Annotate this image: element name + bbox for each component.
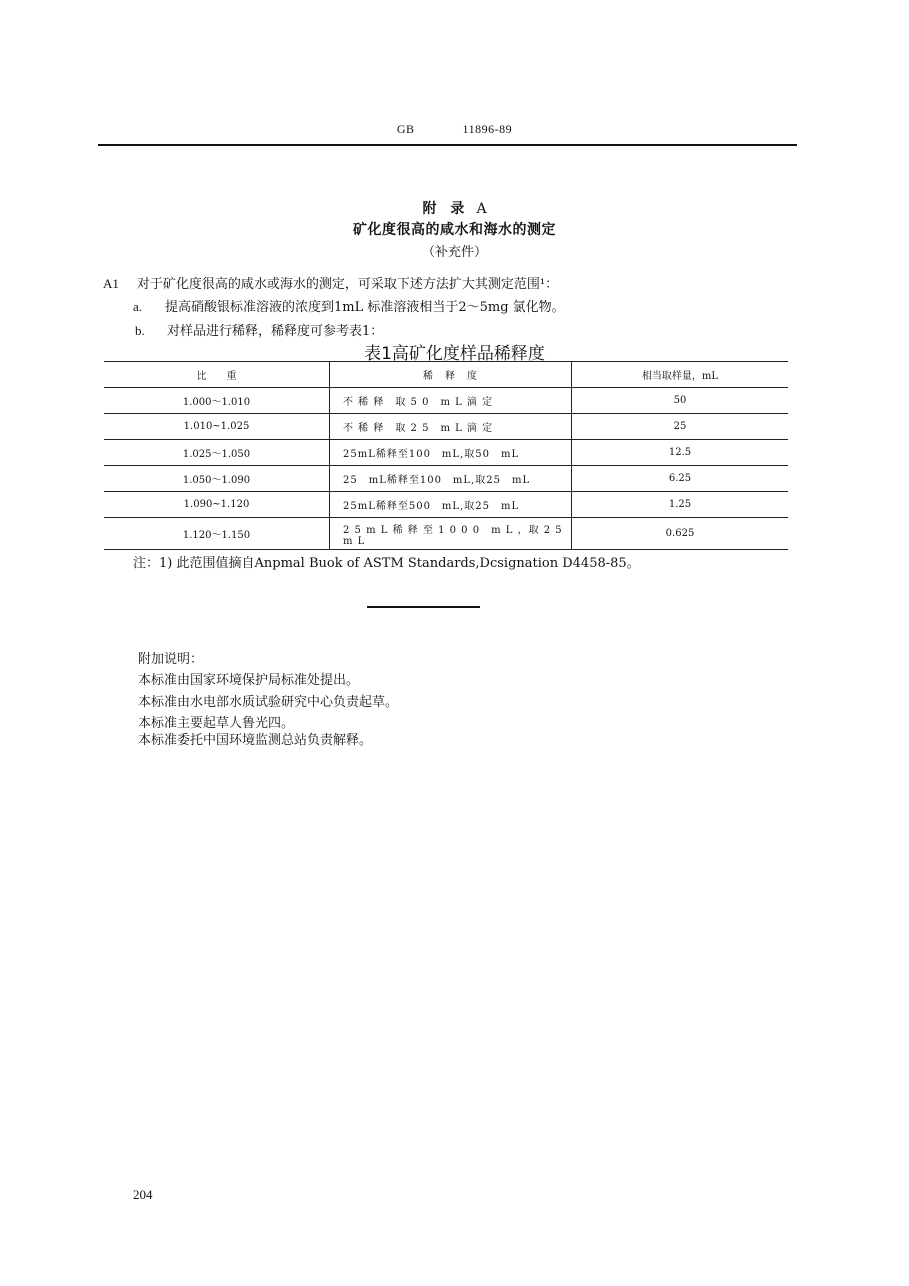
additional-notes-title: 附加说明： <box>138 652 204 667</box>
table-caption: 表1高矿化度样品稀释度 <box>364 344 545 364</box>
paragraph-b-text: 对样品进行稀释，稀释度可参考表1： <box>167 324 384 339</box>
paragraph-a1-label: A1 <box>103 276 119 291</box>
cell-sample-volume: 0.625 <box>665 528 695 539</box>
appendix-title <box>0 198 909 218</box>
table-row <box>104 388 788 414</box>
cell-dilution: 25mL稀释至100 mL,取50 mL <box>330 440 572 466</box>
paragraph-a-label: a. <box>133 299 143 314</box>
header-dilution: 稀 释 度 <box>330 362 572 388</box>
cell-specific-gravity: 1.000～1.010 <box>104 388 330 414</box>
paragraph-b <box>135 320 383 339</box>
additional-note-line: 本标准由国家环境保护局标准处提出。 <box>138 673 360 688</box>
page-number: 204 <box>133 1187 153 1202</box>
appendix-letter: A <box>476 201 487 217</box>
paragraph-b-label: b. <box>135 323 145 338</box>
paragraph-a <box>133 296 565 315</box>
cell-dilution: 25 mL稀释至100 mL,取25 mL <box>330 466 572 492</box>
table-row <box>104 466 788 492</box>
cell-specific-gravity: 1.090~1.120 <box>104 492 330 518</box>
table-row <box>104 414 788 440</box>
additional-note-line: 本标准委托中国环境监测总站负责解释。 <box>138 733 373 748</box>
standard-number: 11896-89 <box>462 122 513 136</box>
cell-specific-gravity: 1.025～1.050 <box>104 440 330 466</box>
cell-dilution: 不 稀 释 取 2 5 m L 滴 定 <box>330 414 572 440</box>
table-header-row <box>104 362 788 388</box>
cell-sample-volume: 6.25 <box>668 473 692 484</box>
cell-sample-volume: 12.5 <box>668 447 692 458</box>
appendix-title-text: 附 录 <box>422 201 465 217</box>
table-footnote <box>133 552 640 571</box>
footnote-prefix: 注： <box>133 556 160 571</box>
cell-sample-volume: 25 <box>673 421 687 432</box>
header-specific-gravity: 比 重 <box>104 362 330 388</box>
header-rule <box>98 144 797 146</box>
paragraph-a-text: 提高硝酸银标准溶液的浓度到1mL 标准溶液相当于2～5mg 氯化物。 <box>165 300 565 315</box>
paragraph-a1 <box>103 273 558 292</box>
additional-note-line: 本标准由水电部水质试验研究中心负责起草。 <box>138 695 399 710</box>
cell-specific-gravity: 1.050～1.090 <box>104 466 330 492</box>
cell-specific-gravity: 1.010~1.025 <box>104 414 330 440</box>
cell-sample-volume: 50 <box>673 395 687 406</box>
dilution-table <box>104 361 788 550</box>
table-row <box>104 492 788 518</box>
header-sample-volume: 相当取样量，mL <box>641 371 719 382</box>
cell-dilution: 25mL稀释至500 mL,取25 mL <box>330 492 572 518</box>
cell-sample-volume: 1.25 <box>668 499 692 510</box>
table-row <box>104 518 788 550</box>
appendix-note: （补充件） <box>421 245 487 260</box>
standard-prefix: GB <box>396 122 415 136</box>
cell-specific-gravity: 1.120～1.150 <box>104 518 330 550</box>
paragraph-a1-text: 对于矿化度很高的咸水或海水的测定，可采取下述方法扩大其测定范围¹： <box>136 277 559 292</box>
page-header <box>0 122 909 137</box>
cell-dilution: 2 5 m L 稀 释 至 1 0 0 0 m L ，取 2 5 m L <box>330 518 572 550</box>
appendix-subtitle: 矿化度很高的咸水和海水的测定 <box>353 222 556 238</box>
cell-dilution: 不 稀 释 取 5 0 m L 滴 定 <box>330 388 572 414</box>
end-rule <box>367 606 480 608</box>
table-row <box>104 440 788 466</box>
footnote-text: 1) 此范围值摘自Anpmal Buok of ASTM Standards,Dcsignation D4458-85。 <box>159 556 640 571</box>
additional-note-line: 本标准主要起草人鲁光四。 <box>138 716 295 731</box>
